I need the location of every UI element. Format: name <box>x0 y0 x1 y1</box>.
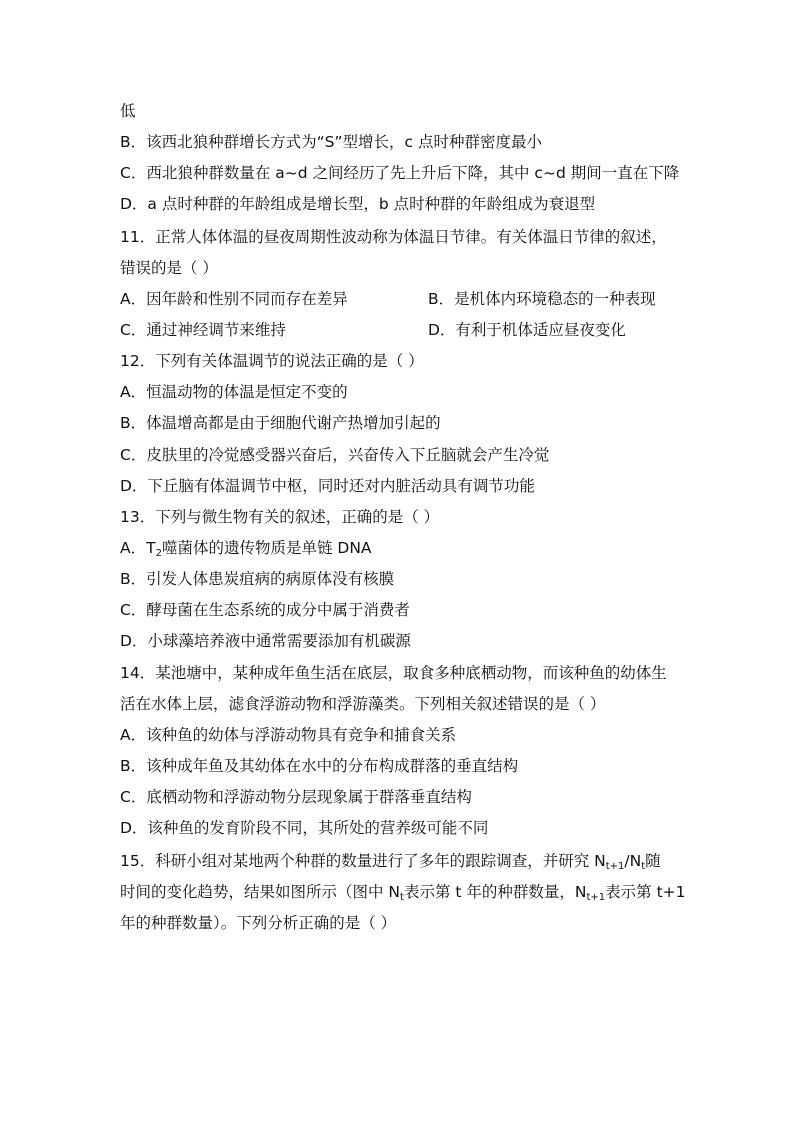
q12-option-b: B．体温增高都是由于细胞代谢产热增加引起的 <box>120 414 441 432</box>
q13-option-d: D．小球藻培养液中通常需要添加有机碳源 <box>120 632 411 650</box>
question-15-line1 <box>120 850 661 872</box>
question-14-line2: 活在水体上层，滤食浮游动物和浮游藻类。下列相关叙述错误的是（ ） <box>120 695 606 713</box>
q15-l1-text: 15．科研小组对某地两个种群的数量进行了多年的跟踪调查，并研究 N <box>120 852 606 870</box>
question-13: 13．下列与微生物有关的叙述，正确的是（ ） <box>120 508 440 526</box>
q12-option-a: A．恒温动物的体温是恒定不变的 <box>120 383 348 401</box>
q15-l2-text: 时间的变化趋势，结果如图所示（图中 N <box>120 883 401 901</box>
q14-option-d: D．该种鱼的发育阶段不同，其所处的营养级可能不同 <box>120 819 489 837</box>
q13-option-a <box>120 537 372 559</box>
q15-l1-sub2: t <box>641 861 646 872</box>
q12-option-c: C．皮肤里的冷觉感受器兴奋后，兴奋传入下丘脑就会产生冷觉 <box>120 446 550 464</box>
q13-a-subscript: 2 <box>155 548 162 559</box>
q15-l2-mid: 表示第 t 年的种群数量，N <box>403 883 587 901</box>
q13-option-b: B．引发人体患炭疽病的病原体没有核膜 <box>120 570 395 588</box>
q15-l2-sub1: t <box>400 892 404 903</box>
option-d-line: D．a 点时种群的年龄组成是增长型，b 点时种群的年龄组成为衰退型 <box>120 195 596 213</box>
q14-option-a: A．该种鱼的幼体与浮游动物具有竞争和捕食关系 <box>120 726 457 744</box>
q12-option-d: D．下丘脑有体温调节中枢，同时还对内脏活动具有调节功能 <box>120 477 535 495</box>
q15-l1-sub1: t+1 <box>605 861 625 872</box>
q11-option-d: D．有利于机体适应昼夜变化 <box>428 321 626 339</box>
q15-l2-sub2: t+1 <box>586 892 606 903</box>
q13-a-prefix: A．T <box>120 539 156 557</box>
question-15-line3: 年的种群数量）。下列分析正确的是（ ） <box>120 914 397 932</box>
q13-a-suffix: 噬菌体的遗传物质是单链 DNA <box>161 539 372 557</box>
question-14-line1: 14．某池塘中，某种成年鱼生活在底层，取食多种底栖动物，而该种鱼的幼体生 <box>120 664 667 682</box>
text-line: 低 <box>120 102 136 120</box>
option-c-line: C．西北狼种群数量在 a~d 之间经历了先上升后下降，其中 c~d 期间一直在下降 <box>120 164 680 182</box>
q11-option-c: C．通过神经调节来维持 <box>120 321 286 339</box>
q14-option-c: C．底栖动物和浮游动物分层现象属于群落垂直结构 <box>120 788 472 806</box>
question-11-line1: 11．正常人体体温的昼夜周期性波动称为体温日节律。有关体温日节律的叙述， <box>120 228 667 246</box>
q15-l1-mid: /N <box>624 852 642 870</box>
question-15-line2 <box>120 881 686 903</box>
question-11-line2: 错误的是（ ） <box>120 259 218 277</box>
q11-option-a: A．因年龄和性别不同而存在差异 <box>120 290 348 308</box>
q14-option-b: B．该种成年鱼及其幼体在水中的分布构成群落的垂直结构 <box>120 757 519 775</box>
q11-option-b: B．是机体内环境稳态的一种表现 <box>428 290 656 308</box>
q13-option-c: C．酵母菌在生态系统的成分中属于消费者 <box>120 601 410 619</box>
question-12: 12．下列有关体温调节的说法正确的是（ ） <box>120 352 424 370</box>
q15-l1-end: 随 <box>645 852 661 870</box>
q15-l2-end: 表示第 t+1 <box>605 883 686 901</box>
option-b-line: B．该西北狼种群增长方式为“S”型增长，c 点时种群密度最小 <box>120 133 542 151</box>
